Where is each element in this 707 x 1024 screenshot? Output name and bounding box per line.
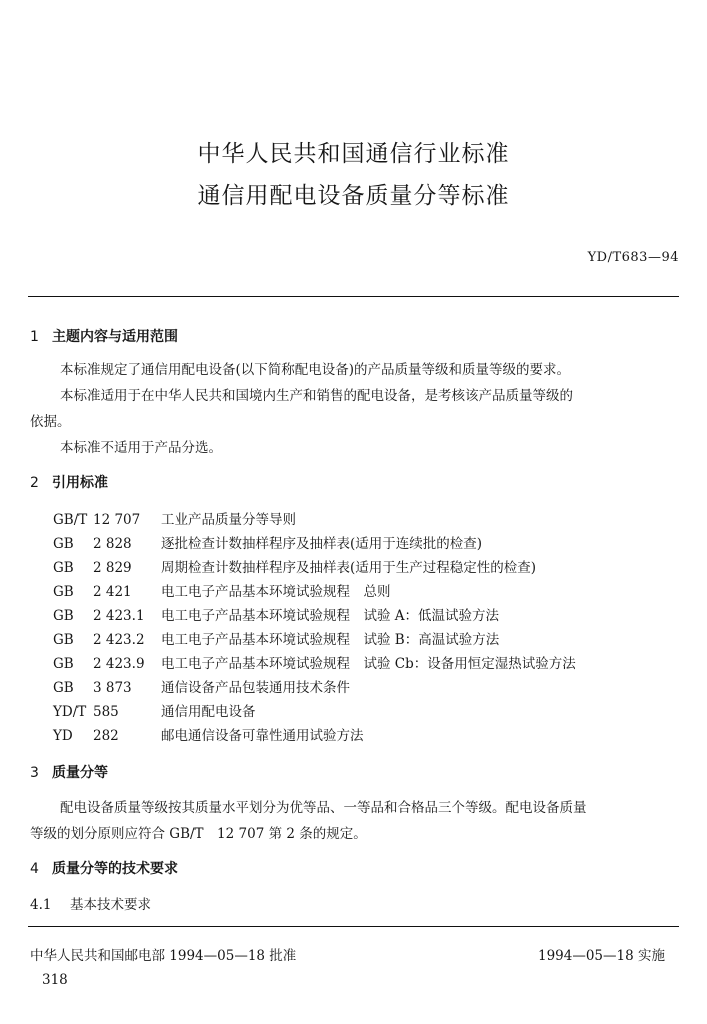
reference-item	[53, 628, 499, 648]
header-rule	[28, 296, 679, 297]
section-4-title: 质量分等的技术要求	[52, 861, 178, 877]
section-3-paragraph-line-2: 等级的划分原则应符合 GB/T 12 707 第 2 条的规定。	[30, 826, 367, 842]
section-1-number: 1	[30, 329, 39, 345]
reference-title: 邮电通信设备可靠性通用试验方法	[161, 728, 364, 744]
section-1-paragraph-3: 本标准不适用于产品分选。	[60, 440, 222, 456]
reference-item	[53, 580, 391, 600]
reference-number: 585	[93, 704, 119, 720]
reference-number: 2 423.9	[93, 656, 145, 672]
reference-code: GB	[53, 680, 74, 696]
reference-title: 逐批检查计数抽样程序及抽样表(适用于连续批的检查)	[161, 536, 483, 552]
section-1-paragraph-1: 本标准规定了通信用配电设备(以下简称配电设备)的产品质量等级和质量等级的要求。	[60, 362, 571, 378]
reference-title: 通信设备产品包装通用技术条件	[161, 680, 350, 696]
reference-code: YD/T	[53, 704, 87, 720]
section-3-title: 质量分等	[52, 765, 108, 781]
reference-code: GB	[53, 584, 74, 600]
implementation-note: 1994—05—18 实施	[537, 948, 665, 964]
reference-title: 电工电子产品基本环境试验规程 试验 Cb：设备用恒定湿热试验方法	[161, 656, 576, 672]
subsection-4-1-heading	[30, 893, 151, 913]
title-line-2: 通信用配电设备质量分等标准	[197, 183, 510, 209]
subsection-4-1-number: 4.1	[30, 897, 52, 913]
reference-code: GB	[53, 608, 74, 624]
page-number: 318	[42, 972, 68, 988]
reference-code: GB/T	[53, 512, 88, 528]
reference-number: 2 421	[93, 584, 132, 600]
reference-title: 通信用配电设备	[161, 704, 256, 720]
reference-number: 282	[93, 728, 119, 744]
section-1-heading	[30, 326, 178, 346]
reference-title: 电工电子产品基本环境试验规程 总则	[161, 584, 391, 600]
section-2-number: 2	[30, 475, 39, 491]
section-4-number: 4	[30, 861, 39, 877]
section-1-paragraph-2-line-2: 依据。	[30, 414, 71, 430]
reference-number: 3 873	[93, 680, 132, 696]
section-2-title: 引用标准	[52, 475, 108, 491]
section-3-number: 3	[30, 765, 39, 781]
section-2-heading	[30, 472, 108, 492]
reference-item	[53, 652, 576, 672]
reference-item	[53, 532, 482, 552]
reference-code: YD	[53, 728, 73, 744]
section-1-title: 主题内容与适用范围	[52, 329, 178, 345]
section-3-heading	[30, 762, 108, 782]
document-number: YD/T683—94	[587, 250, 679, 265]
reference-item	[53, 724, 364, 744]
reference-title: 周期检查计数抽样程序及抽样表(适用于生产过程稳定性的检查)	[161, 560, 537, 576]
reference-title: 电工电子产品基本环境试验规程 试验 B：高温试验方法	[161, 632, 500, 648]
reference-item	[53, 676, 350, 696]
section-4-heading	[30, 858, 178, 878]
reference-item	[53, 700, 256, 720]
reference-item	[53, 604, 499, 624]
section-1-paragraph-2-line-1: 本标准适用于在中华人民共和国境内生产和销售的配电设备，是考核该产品质量等级的	[60, 388, 573, 404]
reference-number: 2 828	[93, 536, 132, 552]
section-3-paragraph-line-1: 配电设备质量等级按其质量水平划分为优等品、一等品和合格品三个等级。配电设备质量	[60, 800, 587, 816]
reference-item	[53, 508, 296, 528]
title-line-1: 中华人民共和国通信行业标准	[197, 141, 510, 167]
reference-title: 电工电子产品基本环境试验规程 试验 A：低温试验方法	[161, 608, 500, 624]
reference-number: 2 423.2	[93, 632, 145, 648]
reference-number: 2 829	[93, 560, 132, 576]
approval-note: 中华人民共和国邮电部 1994—05—18 批准	[30, 948, 297, 964]
reference-number: 2 423.1	[93, 608, 145, 624]
reference-code: GB	[53, 560, 74, 576]
reference-number: 12 707	[93, 512, 141, 528]
reference-code: GB	[53, 632, 74, 648]
reference-title: 工业产品质量分等导则	[161, 512, 296, 528]
subsection-4-1-title: 基本技术要求	[70, 897, 151, 913]
reference-code: GB	[53, 536, 74, 552]
reference-code: GB	[53, 656, 74, 672]
reference-item	[53, 556, 536, 576]
footer-rule	[28, 926, 679, 927]
